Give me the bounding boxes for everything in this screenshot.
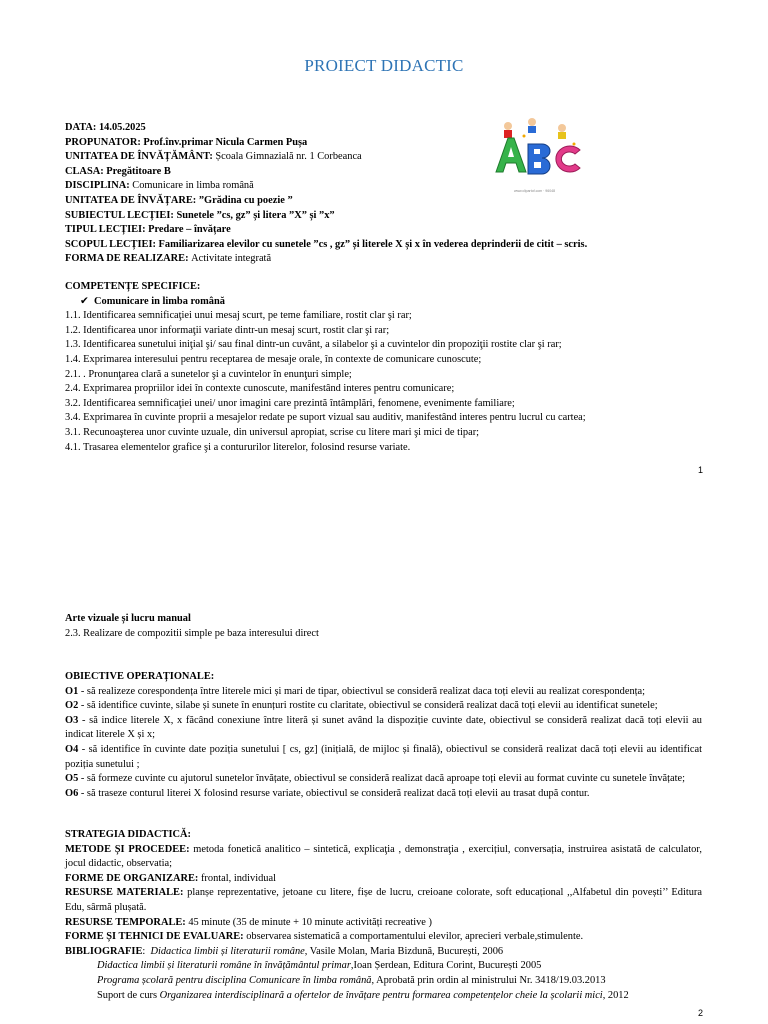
- obiectiv-item: [65, 787, 702, 802]
- header-line: [65, 252, 715, 267]
- competenta-item: 1.4. Exprimarea interesului pentru receptarea de mesaje orale, în contexte de comunicare cunoscute;: [65, 353, 482, 365]
- competenta-item: 2.1. . Pronunţarea clară a sunetelor şi a cuvintelor în enunţuri simple;: [65, 368, 352, 380]
- header-value: Activitate integrată: [191, 253, 272, 265]
- header-value: Școala Gimnazială nr. 1 Corbeanca: [215, 151, 362, 163]
- header-line: [65, 194, 715, 209]
- competenta-item: 2.4. Exprimarea propriilor idei în contexte cunoscute, manifestând interes pentru comunicare;: [65, 383, 455, 395]
- obiective-section: [65, 670, 702, 801]
- obiectiv-code: O1: [65, 685, 79, 697]
- obiectiv-text: - să traseze conturul literei X folosind resurse variate, obiectivul se consideră realizat dacă toți elevii au trasat după contur.: [78, 787, 590, 799]
- competente-list: [65, 309, 715, 455]
- resurse-materiale-line: RESURSE MATERIALE: planșe reprezentative, jetoane cu litere, fișe de lucru, creioane colorate, soft educațional ,,Alfabetul din povești’’ Editura Edu, sârmă plușată.: [65, 887, 702, 913]
- header-label: DISCIPLINA:: [65, 180, 133, 192]
- obiectiv-code: O4: [65, 743, 79, 755]
- obiectiv-item: [65, 699, 702, 714]
- page-number-1: 1: [698, 465, 704, 475]
- header-line: [65, 238, 715, 253]
- header-value: ”Grădina cu poezie ”: [198, 194, 293, 206]
- header-label: DATA:: [65, 122, 99, 133]
- obiectiv-text: - să realizeze corespondența între literele mici și mari de tipar, obiectivul se consideră realizat daca toți elevii au realizat corespondența;: [78, 685, 646, 697]
- header-line: [65, 150, 715, 165]
- header-value: Predare – învățare: [148, 224, 231, 236]
- header-value: Prof.înv.primar Nicula Carmen Pușa: [143, 136, 308, 148]
- competente-section: [65, 280, 715, 455]
- bibliografie-line-1: BIBLIOGRAFIE: Didactica limbii și literaturii române, Vasile Molan, Maria Bizdună, București, 2006: [65, 945, 504, 957]
- competenta-item: 1.3. Identificarea sunetului iniţial şi/ sau final dintr-un cuvânt, a silabelor şi a cuvintelor din propoziţii rostite clar şi rar;: [65, 339, 562, 351]
- arte-heading: Arte vizuale și lucru manual: [65, 613, 191, 624]
- obiectiv-item: [65, 743, 702, 772]
- header-info: [65, 121, 715, 267]
- forme-line: FORME DE ORGANIZARE: frontal, individual: [65, 872, 276, 884]
- bibliografie-line-4: Suport de curs Organizarea interdisciplinară a ofertelor de învățare pentru formarea competențelor cheie la școlarii mici, 2012: [97, 989, 629, 1001]
- bibliografie-line-3: Programa școlară pentru disciplina Comunicare în limba română, Aprobată prin ordin al ministrului Nr. 3418/19.03.2013: [97, 974, 606, 986]
- competente-subheading: Comunicare in limba română: [94, 295, 225, 307]
- header-label: UNITATEA DE ÎNVĂȚĂMÂNT:: [65, 151, 216, 163]
- header-value: Sunetele ”cs, gz” și litera ”X” și ”x”: [176, 209, 335, 221]
- evaluare-line: FORME ȘI TEHNICI DE EVALUARE: observarea sistematică a comportamentului elevilor, aprecieri verbale,stimulente.: [65, 931, 584, 943]
- obiectiv-item: [65, 714, 702, 743]
- header-value: Comunicare in limba română: [132, 180, 254, 192]
- strategia-heading: STRATEGIA DIDACTICĂ:: [65, 829, 191, 840]
- obiective-list: [65, 685, 702, 802]
- checkmark-icon: ✔: [80, 295, 89, 307]
- obiectiv-text: - să formeze cuvinte cu ajutorul sunetelor învățate, obiectivul se consideră realizat dacă aproape toți elevii au format cuvinte cu sunetele învățate;: [78, 773, 686, 785]
- obiectiv-code: O5: [65, 773, 79, 785]
- competenta-item: 1.2. Identificarea unor informaţii variate dintr-un mesaj scurt, rostit clar şi rar;: [65, 324, 390, 336]
- arte-item: 2.3. Realizare de compozitii simple pe baza interesului direct: [65, 627, 319, 639]
- obiectiv-code: O2: [65, 700, 79, 712]
- competente-heading: COMPETENȚE SPECIFICE:: [65, 281, 201, 292]
- competenta-item: 1.1. Identificarea semnificaţiei unui mesaj scurt, pe teme familiare, rostit clar şi rar;: [65, 310, 412, 322]
- competenta-item: 3.4. Exprimarea în cuvinte proprii a mesajelor redate pe suport vizual sau auditiv, manifestând interes pentru lucrul cu cartea;: [65, 412, 586, 424]
- header-line: [65, 223, 715, 238]
- header-label: FORMA DE REALIZARE:: [65, 253, 192, 265]
- page-number-2: 2: [698, 1008, 704, 1018]
- metode-line: METODE ȘI PROCEDEE: metoda fonetică analitico – sintetică, explicaţia , demonstraţia , exercițiul, conversația, instruirea asistată de calculator, jocul didactic, observatia;: [65, 843, 702, 870]
- obiectiv-item: [65, 685, 702, 700]
- header-label: SCOPUL LECȚIEI:: [65, 238, 159, 250]
- header-value: Familiarizarea elevilor cu sunetele ”cs , gz” și literele X și x în vederea deprinderii de citit – scris.: [158, 238, 588, 250]
- header-label: TIPUL LECȚIEI:: [65, 224, 149, 236]
- competenta-item: 3.1. Recunoaşterea unor cuvinte uzuale, din universul apropiat, scrise cu litere mari şi mici de tipar;: [65, 426, 480, 438]
- header-line: [65, 209, 715, 224]
- header-label: SUBIECTUL LECȚIEI:: [65, 209, 177, 221]
- obiectiv-text: - să identifice în cuvinte date poziția sunetului [ cs, gz] (inițială, de mijloc și finală), obiectivul se consideră realizat dacă toți elevii au identificat poziția sunetului ;: [65, 743, 702, 770]
- header-label: CLASA:: [65, 165, 107, 177]
- obiective-heading: OBIECTIVE OPERAȚIONALE:: [65, 671, 215, 682]
- header-line: [65, 165, 715, 180]
- header-line: [65, 179, 715, 194]
- arte-section: [65, 612, 715, 641]
- header-value: Pregătitoare B: [106, 165, 171, 177]
- header-line: [65, 136, 715, 151]
- logo-caption: www.clipartof.com · 96048: [514, 189, 556, 193]
- obiectiv-code: O3: [65, 714, 79, 726]
- strategia-section: [65, 828, 702, 1003]
- obiectiv-code: O6: [65, 787, 79, 799]
- obiectiv-item: [65, 772, 702, 787]
- bibliografie-line-2: Didactica limbii și literaturii române în învățământul primar,Ioan Șerdean, Editura Corint, București 2005: [97, 960, 542, 972]
- header-label: UNITATEA DE ÎNVĂȚARE:: [65, 194, 199, 206]
- competenta-item: 4.1. Trasarea elementelor grafice şi a contururilor literelor, folosind resurse variate.: [65, 441, 411, 453]
- resurse-temporale-line: RESURSE TEMPORALE: 45 minute (35 de minute + 10 minute activități recreative ): [65, 916, 432, 928]
- header-value: 14.05.2025: [98, 122, 146, 133]
- obiectiv-text: - să indice literele X, x făcând conexiune între literă și sunet având la dispoziție cuvinte date, obiectivul se consideră realizat dacă toți elevii au indicat literele X și x;: [65, 714, 702, 741]
- obiectiv-text: - să identifice cuvinte, silabe și sunete în enunțuri rostite cu claritate, obiectivul se consideră realizat dacă toți elevii au identificat sunetele;: [78, 700, 658, 712]
- header-label: PROPUNATOR:: [65, 136, 144, 148]
- header-line: [65, 121, 715, 136]
- competenta-item: 3.2. Identificarea semnificaţiei unei/ unor imagini care prezintă întâmplări, fenomene, evenimente familiare;: [65, 397, 515, 409]
- document-title: PROIECT DIDACTIC: [304, 56, 464, 75]
